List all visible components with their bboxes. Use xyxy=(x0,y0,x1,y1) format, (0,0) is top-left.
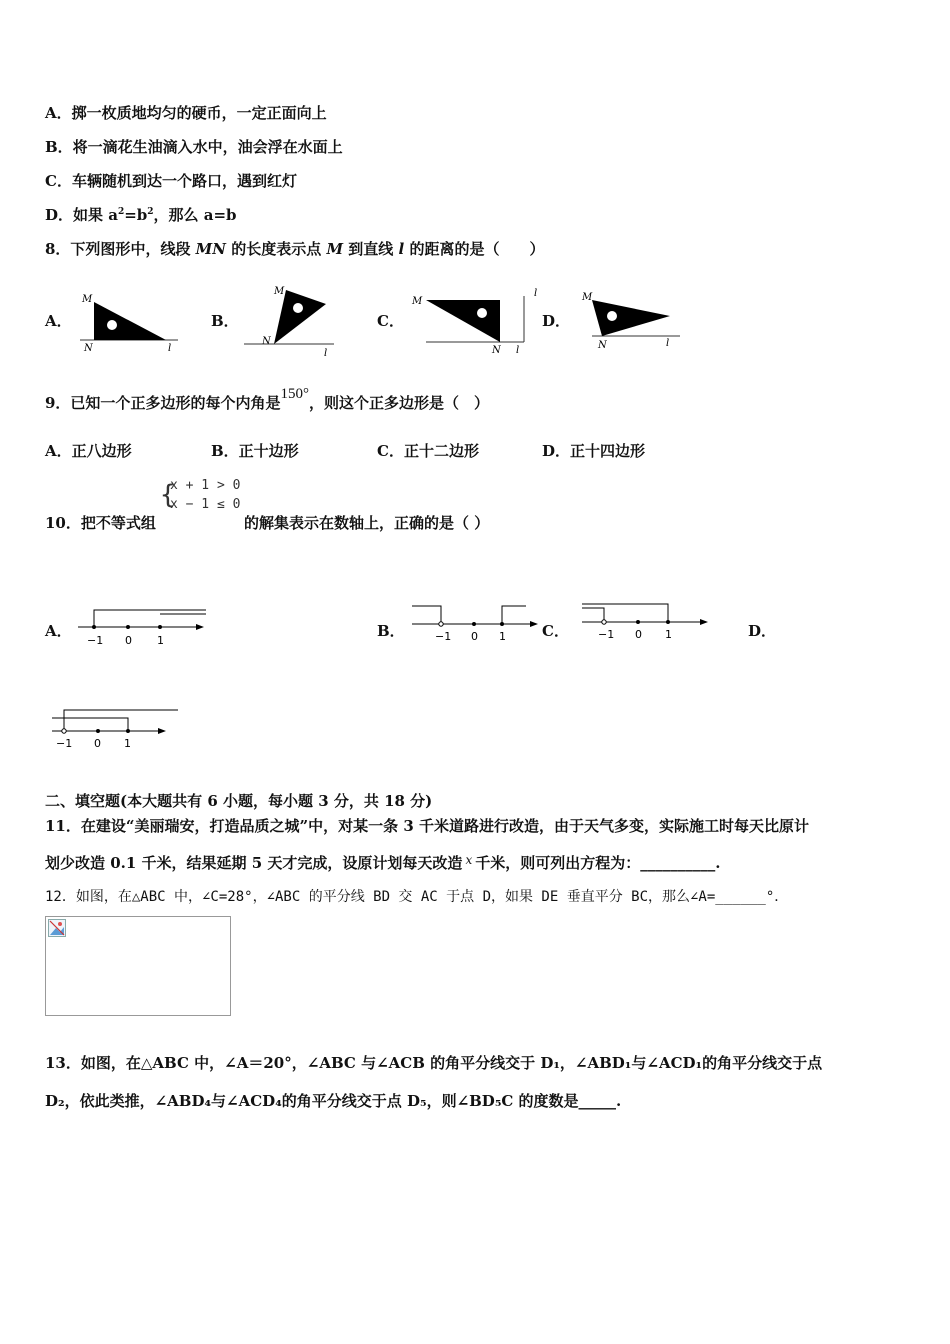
q10-numberline-b xyxy=(408,602,543,646)
axis-arrow xyxy=(158,728,166,734)
q9-option-c: C．正十二边形 xyxy=(377,442,479,460)
q9-angle: 150° xyxy=(280,386,309,402)
q10-suffix: 的解集表示在数轴上，正确的是（ ） xyxy=(244,514,490,532)
q8-label-c: C． xyxy=(377,312,404,330)
q8-prefix: 8．下列图形中，线段 xyxy=(45,240,196,258)
q11-line1: 11．在建设“美丽瑞安，打造品质之城”中，对某一条 3 千米道路进行改造，由于天气多变，实际施工时每天比原计 xyxy=(45,817,810,835)
q12-stem: 12．如图，在△ABC 中，∠C=28°，∠ABC 的平分线 BD 交 AC 于点 D，如果 DE 垂直平分 BC，那么∠A=______°． xyxy=(45,889,789,905)
q8-mid1: 的长度表示点 xyxy=(226,240,327,258)
solution-ray-2 xyxy=(582,608,604,622)
label-l-top: l xyxy=(534,288,538,299)
point-0 xyxy=(636,620,640,624)
tick-0: 0 xyxy=(635,628,642,641)
q8-figure-b xyxy=(240,282,340,360)
label-l: l xyxy=(324,348,328,359)
q12-figure-placeholder xyxy=(45,916,231,1016)
section-title: 二、填空题(本大题共有 6 小题，每小题 3 分，共 18 分) xyxy=(45,792,433,810)
q7-option-a: A．掷一枚质地均匀的硬币，一定正面向上 xyxy=(45,104,327,122)
q8-l: l xyxy=(398,240,405,258)
q7-option-b: B．将一滴花生油滴入水中，油会浮在水面上 xyxy=(45,138,343,156)
inequality-1: x + 1 > 0 xyxy=(170,478,241,493)
tick-1: 1 xyxy=(157,634,164,647)
q7-d-sup2: 2 xyxy=(147,207,154,217)
q9-stem xyxy=(45,386,489,413)
label-m: M xyxy=(412,296,423,307)
q9-option-d: D．正十四边形 xyxy=(542,442,646,460)
q10-label-c: C． xyxy=(542,622,569,640)
point-neg1 xyxy=(92,625,96,629)
label-l-bottom: l xyxy=(516,345,520,356)
point-1 xyxy=(126,729,130,733)
solution-ray-1 xyxy=(64,710,178,731)
q10-label-b: B． xyxy=(377,622,405,640)
brace: { xyxy=(160,480,176,510)
point-0 xyxy=(126,625,130,629)
q7-d-prefix: D．如果 a xyxy=(45,206,118,224)
label-n: N xyxy=(84,343,93,354)
tick-1: 1 xyxy=(499,630,506,643)
tick-neg1: −1 xyxy=(56,737,73,750)
tick-neg1: −1 xyxy=(598,628,615,641)
ruler-hole xyxy=(607,311,617,321)
point-neg1 xyxy=(439,622,443,626)
q10-prefix: 10．把不等式组 xyxy=(45,514,156,532)
inequality-2: x − 1 ≤ 0 xyxy=(170,497,241,512)
label-n: N xyxy=(598,340,607,351)
q10-numberline-d xyxy=(48,704,183,750)
axis-arrow xyxy=(196,624,204,630)
tick-neg1: −1 xyxy=(435,630,452,643)
q10-label-d: D． xyxy=(748,622,777,640)
label-l: l xyxy=(168,343,172,354)
point-neg1 xyxy=(62,729,66,733)
q10-inequality-system xyxy=(160,476,240,514)
point-0 xyxy=(472,622,476,626)
q7-d-sup1: 2 xyxy=(117,207,125,217)
solution-ray-left xyxy=(412,606,441,624)
q8-label-d: D． xyxy=(542,312,571,330)
triangle-ruler xyxy=(274,290,326,344)
q8-label-b: B． xyxy=(211,312,239,330)
label-l: l xyxy=(666,338,670,349)
q11-var: x xyxy=(465,853,473,867)
axis-arrow xyxy=(700,619,708,625)
tick-0: 0 xyxy=(125,634,132,647)
tick-1: 1 xyxy=(665,628,672,641)
tick-neg1: −1 xyxy=(87,634,104,647)
q8-figure-a xyxy=(78,288,183,354)
ruler-hole xyxy=(477,308,487,318)
point-1 xyxy=(666,620,670,624)
solution-ray-right xyxy=(502,606,526,624)
q7-option-d xyxy=(45,204,237,225)
q8-mn: MN xyxy=(195,240,226,258)
tick-1: 1 xyxy=(124,737,131,750)
ruler-hole xyxy=(107,320,117,330)
point-neg1 xyxy=(602,620,606,624)
point-0 xyxy=(96,729,100,733)
q11-line2 xyxy=(45,852,720,873)
label-n: N xyxy=(492,345,501,356)
q7-d-mid: =b xyxy=(124,206,148,224)
q8-figure-c xyxy=(408,286,548,356)
q13-line1: 13．如图，在△ABC 中，∠A＝20°，∠ABC 与∠ACB 的角平分线交于 D₁，∠ABD₁与∠ACD₁的角平分线交于点 xyxy=(45,1054,823,1072)
q8-figure-d xyxy=(578,288,683,354)
q9-option-b: B．正十边形 xyxy=(211,442,299,460)
q9-suffix: ，则这个正多边形是（ ） xyxy=(308,394,489,412)
solution-ray-1 xyxy=(582,604,668,622)
q8-suffix: 的距离的是（ ） xyxy=(404,240,545,258)
q8-m: M xyxy=(326,240,344,258)
q10-numberline-c xyxy=(578,600,713,644)
q8-stem xyxy=(45,238,544,259)
triangle-ruler xyxy=(592,300,670,336)
point-1 xyxy=(500,622,504,626)
q8-label-a: A． xyxy=(45,312,72,330)
q11-prefix: 划少改造 0.1 千米，结果延期 5 天才完成，设原计划每天改造 xyxy=(45,854,463,872)
point-1 xyxy=(158,625,162,629)
solution-ray-1 xyxy=(94,610,206,627)
q13-line2: D₂，依此类推，∠ABD₄与∠ACD₄的角平分线交于点 D₅，则∠BD₅C 的度数是_____. xyxy=(45,1092,622,1110)
q10-numberline-a xyxy=(78,604,213,648)
tick-0: 0 xyxy=(471,630,478,643)
label-m: M xyxy=(274,286,285,297)
q10-label-a: A． xyxy=(45,622,72,640)
q8-mid2: 到直线 xyxy=(343,240,399,258)
label-m: M xyxy=(82,294,93,305)
triangle-ruler xyxy=(94,302,166,340)
q7-option-c: C．车辆随机到达一个路口，遇到红灯 xyxy=(45,172,297,190)
label-m: M xyxy=(582,292,593,303)
tick-0: 0 xyxy=(94,737,101,750)
triangle-ruler xyxy=(426,300,500,342)
q9-option-a: A．正八边形 xyxy=(45,442,132,460)
ruler-hole xyxy=(293,303,303,313)
broken-image-icon xyxy=(48,919,66,937)
label-n: N xyxy=(262,336,271,347)
axis-arrow xyxy=(530,621,538,627)
q11-suffix: 千米，则可列出方程为：__________. xyxy=(475,854,721,872)
q7-d-suffix: ，那么 a=b xyxy=(153,206,237,224)
q9-prefix: 9．已知一个正多边形的每个内角是 xyxy=(45,394,281,412)
